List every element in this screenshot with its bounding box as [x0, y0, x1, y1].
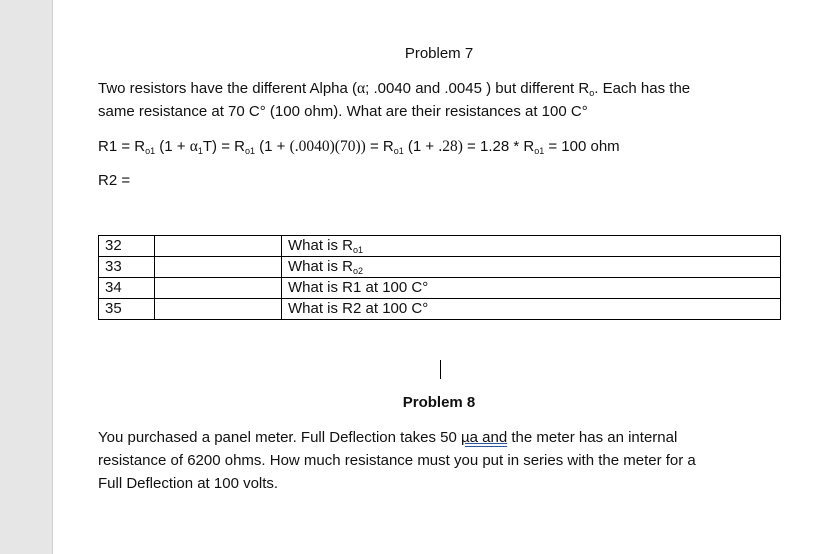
- question-number: 35: [99, 299, 155, 320]
- r2-label: R2 =: [98, 172, 131, 189]
- problem-7-title: Problem 7: [404, 45, 474, 62]
- problem-8-line-2: resistance of 6200 ohms. How much resistance must you put in series with the meter for a: [98, 452, 696, 469]
- r1-formula: $R1 = R_{o1}$ $(1 + \alpha_1T) = R_{o1}$ $(1 + (.0040)(70)) = R_{o1}$ $(1 + .28) = 1.28 * R_{o1} = 100$ ohm: [98, 138, 620, 156]
- question-number: 33: [99, 257, 155, 278]
- problem-8-line-3: Full Deflection at 100 volts.: [98, 475, 279, 492]
- problem-7-statement-line-2: same resistance at 70 C° (100 ohm). What are their resistances at 100 C°: [98, 103, 588, 120]
- table-row: [99, 299, 781, 320]
- table-row: [99, 257, 781, 278]
- problem-7-statement-line-1: Two resistors have the different Alpha (α; .0040 and .0045 ) but different $R_o$. Each has the: [98, 80, 691, 98]
- spellcheck-underline[interactable]: µa and: [461, 429, 508, 446]
- problem-8-line-1: You purchased a panel meter. Full Deflection takes 50 µa and the meter has an internal: [98, 429, 678, 446]
- table-row: [99, 278, 781, 299]
- text-cursor: [440, 360, 441, 379]
- question-number: 34: [99, 278, 155, 299]
- question-text: What is R1 at 100 C°: [282, 278, 781, 299]
- answer-cell[interactable]: [155, 278, 282, 299]
- table-row: [99, 236, 781, 257]
- question-text: What is $R_{o2}$: [282, 257, 781, 278]
- answer-cell[interactable]: [155, 236, 282, 257]
- answer-table: [98, 235, 781, 320]
- question-number: 32: [99, 236, 155, 257]
- question-text: What is R2 at 100 C°: [282, 299, 781, 320]
- answer-cell[interactable]: [155, 257, 282, 278]
- problem-8-title: Problem 8: [402, 394, 476, 411]
- answer-cell[interactable]: [155, 299, 282, 320]
- question-text: What is $R_{o1}$: [282, 236, 781, 257]
- document-page[interactable]: [52, 0, 824, 554]
